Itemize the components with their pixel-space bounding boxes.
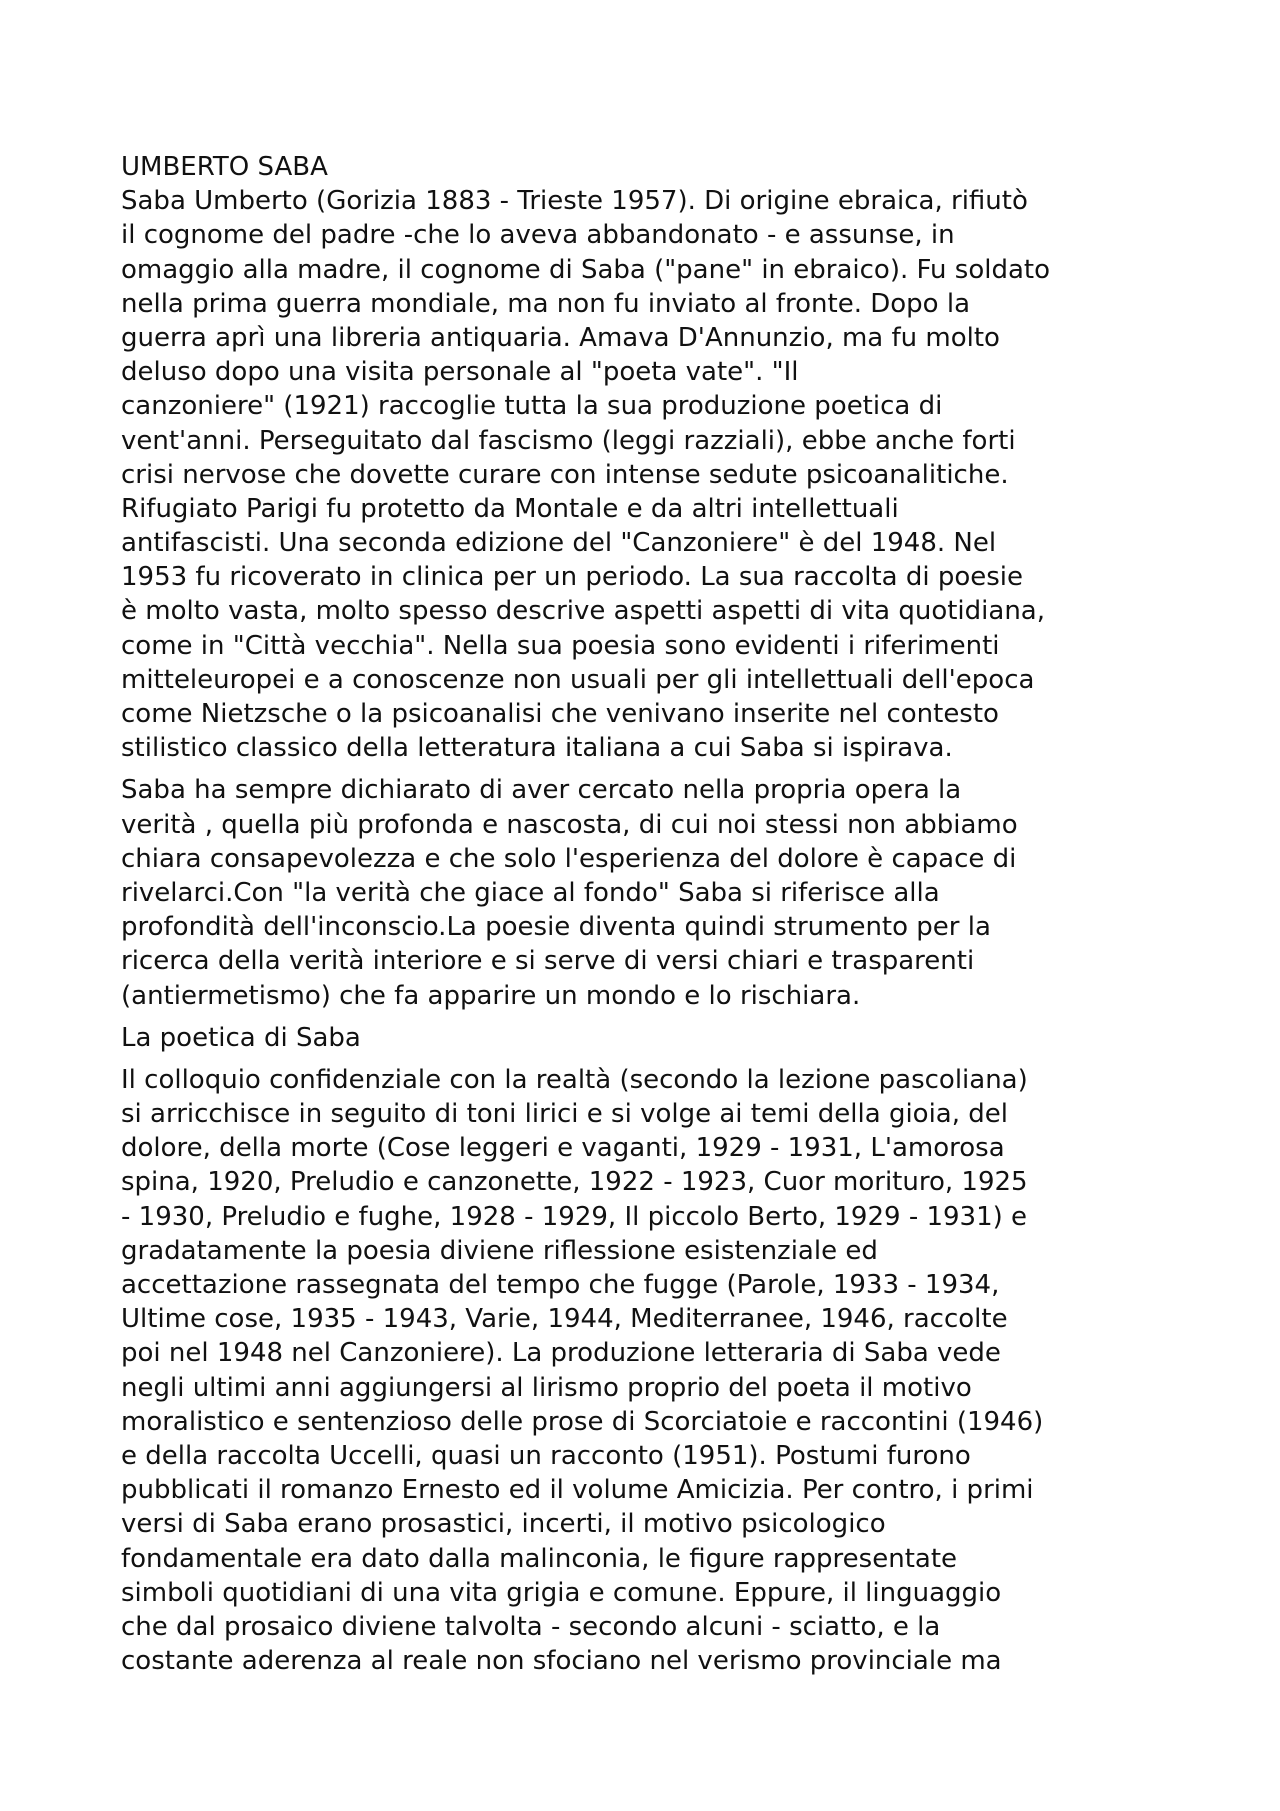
text-line: verità , quella più profonda e nascosta, di cui noi stessi non abbiamo (121, 809, 1018, 840)
text-line: (antiermetismo) che fa apparire un mondo e lo rischiara. (121, 980, 861, 1011)
text-line: e della raccolta Uccelli, quasi un racconto (1951). Postumi furono (121, 1440, 971, 1471)
text-line: è molto vasta, molto spesso descrive aspetti aspetti di vita quotidiana, (121, 596, 1045, 627)
paragraph-spacing (121, 765, 1161, 773)
text-line: 1953 fu ricoverato in clinica per un periodo. La sua raccolta di poesie (121, 562, 1024, 593)
text-line: versi di Saba erano prosastici, incerti, il motivo psicologico (121, 1509, 886, 1540)
text-line: gradatamente la poesia diviene riflessione esistenziale ed (121, 1235, 878, 1266)
text-line: stilistico classico della letteratura italiana a cui Saba si ispirava. (121, 733, 953, 764)
text-line: come in "Città vecchia". Nella sua poesia sono evidenti i riferimenti (121, 630, 1000, 661)
text-line: si arricchisce in seguito di toni lirici e si volge ai temi della gioia, del (121, 1099, 1008, 1130)
text-line: che dal prosaico diviene talvolta - secondo alcuni - sciatto, e la (121, 1611, 941, 1642)
text-line: guerra aprì una libreria antiquaria. Amava D'Annunzio, ma fu molto (121, 322, 1000, 353)
document-body (121, 184, 1161, 1678)
text-line: antifascisti. Una seconda edizione del "Canzoniere" è del 1948. Nel (121, 528, 997, 559)
text-line: poi nel 1948 nel Canzoniere). La produzione letteraria di Saba vede (121, 1338, 1001, 1369)
paragraph (121, 773, 1161, 1012)
text-line: fondamentale era dato dalla malinconia, le figure rappresentate (121, 1543, 958, 1574)
text-line: Il colloquio confidenziale con la realtà (secondo la lezione pascoliana) (121, 1064, 1028, 1095)
text-line: - 1930, Preludio e fughe, 1928 - 1929, Il piccolo Berto, 1929 - 1931) e (121, 1201, 1028, 1232)
text-line: moralistico e sentenzioso delle prose di Scorciatoie e raccontini (1946) (121, 1406, 1044, 1437)
text-line: ricerca della verità interiore e si serve di versi chiari e trasparenti (121, 946, 975, 977)
text-line: nella prima guerra mondiale, ma non fu inviato al fronte. Dopo la (121, 288, 970, 319)
text-line: spina, 1920, Preludio e canzonette, 1922 - 1923, Cuor morituro, 1925 (121, 1167, 1028, 1198)
text-line: canzoniere" (1921) raccoglie tutta la sua produzione poetica di (121, 391, 943, 422)
text-line: negli ultimi anni aggiungersi al lirismo proprio del poeta il motivo (121, 1372, 972, 1403)
text-line: rivelarci.Con "la verità che giace al fondo" Saba si riferisce alla (121, 877, 940, 908)
text-line: costante aderenza al reale non sfociano nel verismo provinciale ma (121, 1646, 1002, 1677)
paragraph (121, 1063, 1161, 1678)
text-line: vent'anni. Perseguitato dal fascismo (leggi razziali), ebbe anche forti (121, 425, 1016, 456)
section-heading (121, 1021, 1161, 1055)
text-line: crisi nervose che dovette curare con intense sedute psicoanalitiche. (121, 459, 1009, 490)
text-line: omaggio alla madre, il cognome di Saba ("pane" in ebraico). Fu soldato (121, 254, 1050, 285)
text-line: deluso dopo una visita personale al "poeta vate". "Il (121, 357, 799, 388)
text-line: Saba Umberto (Gorizia 1883 - Trieste 1957). Di origine ebraica, rifiutò (121, 186, 1028, 217)
text-line: Saba ha sempre dichiarato di aver cercato nella propria opera la (121, 775, 962, 806)
text-line: dolore, della morte (Cose leggeri e vaganti, 1929 - 1931, L'amorosa (121, 1133, 1005, 1164)
text-line: simboli quotidiani di una vita grigia e comune. Eppure, il linguaggio (121, 1577, 1002, 1608)
text-line: profondità dell'inconscio.La poesie diventa quindi strumento per la (121, 912, 991, 943)
paragraph (121, 184, 1161, 765)
document-title: UMBERTO SABA (121, 152, 328, 182)
text-line: accettazione rassegnata del tempo che fugge (Parole, 1933 - 1934, (121, 1270, 1000, 1300)
text-line: come Nietzsche o la psicoanalisi che venivano inserite nel contesto (121, 699, 999, 729)
text-line: chiara consapevolezza e che solo l'esperienza del dolore è capace di (121, 843, 1017, 874)
text-line: Rifugiato Parigi fu protetto da Montale e da altri intellettuali (121, 493, 899, 524)
text-line: La poetica di Saba (121, 1022, 361, 1053)
text-line: pubblicati il romanzo Ernesto ed il volume Amicizia. Per contro, i primi (121, 1475, 1034, 1506)
text-line: Ultime cose, 1935 - 1943, Varie, 1944, Mediterranee, 1946, raccolte (121, 1304, 1008, 1335)
text-line: il cognome del padre -che lo aveva abbandonato - e assunse, in (121, 220, 955, 251)
paragraph-spacing (121, 1013, 1161, 1021)
paragraph-spacing (121, 1055, 1161, 1063)
text-line: mitteleuropei e a conoscenze non usuali per gli intellettuali dell'epoca (121, 664, 1035, 695)
document-page (121, 150, 1161, 1678)
